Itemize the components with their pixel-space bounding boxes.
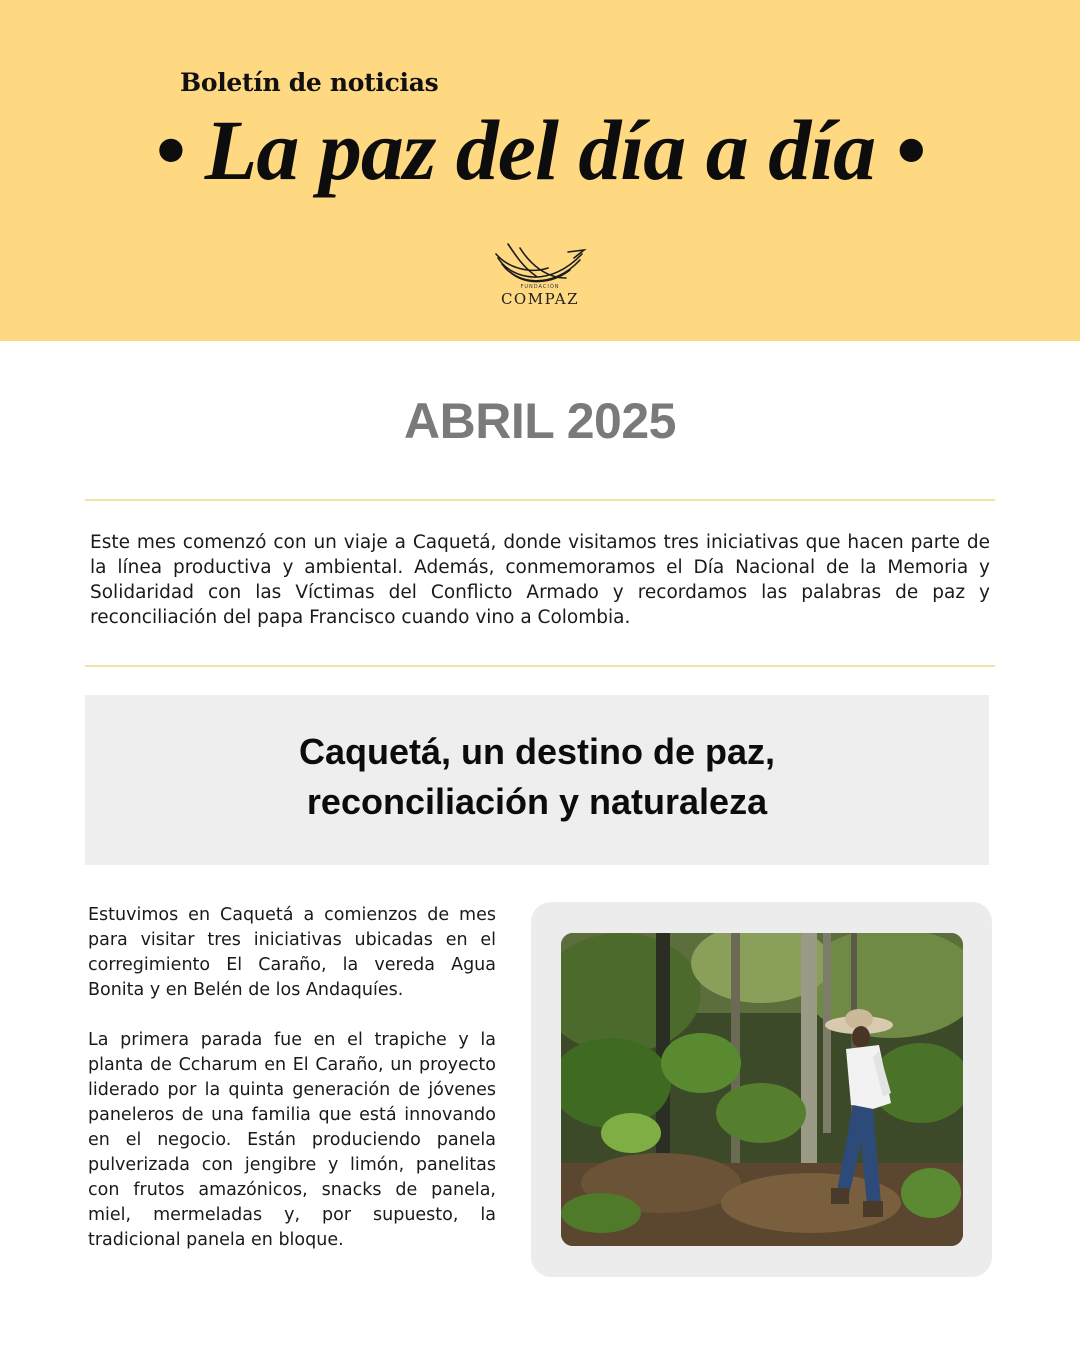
feature-paragraph-1: Estuvimos en Caquetá a comienzos de mes para visitar tres iniciativas ubicadas en el corregimiento El Caraño, la vereda Agua Bonita y en Belén de los Andaquíes. bbox=[88, 905, 496, 1000]
forest-photo bbox=[561, 933, 963, 1246]
feature-body bbox=[88, 903, 496, 1278]
newsletter-title: • La paz del día a día • bbox=[155, 102, 925, 198]
feature-title-line2: reconciliación y naturaleza bbox=[306, 781, 768, 822]
newsletter-kicker: Boletín de noticias bbox=[180, 68, 439, 97]
divider-top bbox=[85, 499, 995, 501]
feature-paragraph-2: La primera parada fue en el trapiche y la planta de Ccharum en El Caraño, un proyecto liderado por la quinta generación de jóvenes paneleros de una familia que está innovando en el negocio. Están produciendo panela pulverizada con jengibre y limón, panelitas con frutos amazónicos, snacks de panela, miel, mermeladas y, por supuesto, la tradicional panela en bloque. bbox=[88, 1030, 496, 1250]
edition-month: ABRIL 2025 bbox=[404, 393, 676, 449]
divider-bottom bbox=[85, 665, 995, 667]
feature-title bbox=[85, 727, 989, 827]
feature-title-line1: Caquetá, un destino de paz, bbox=[298, 731, 776, 772]
logo-small-text: FUNDACIÓN bbox=[520, 284, 560, 290]
intro-paragraph: Este mes comenzó con un viaje a Caquetá, donde visitamos tres iniciativas que hacen parte de la línea productiva y ambiental. Además, conmemoramos el Día Nacional de la Memoria y Solidaridad con las Víctimas del Conflicto Armado y recordamos las palabras de paz y reconciliación del papa Francisco cuando vino a Colombia. bbox=[90, 532, 990, 628]
logo-wordmark: COMPAZ bbox=[500, 290, 580, 308]
